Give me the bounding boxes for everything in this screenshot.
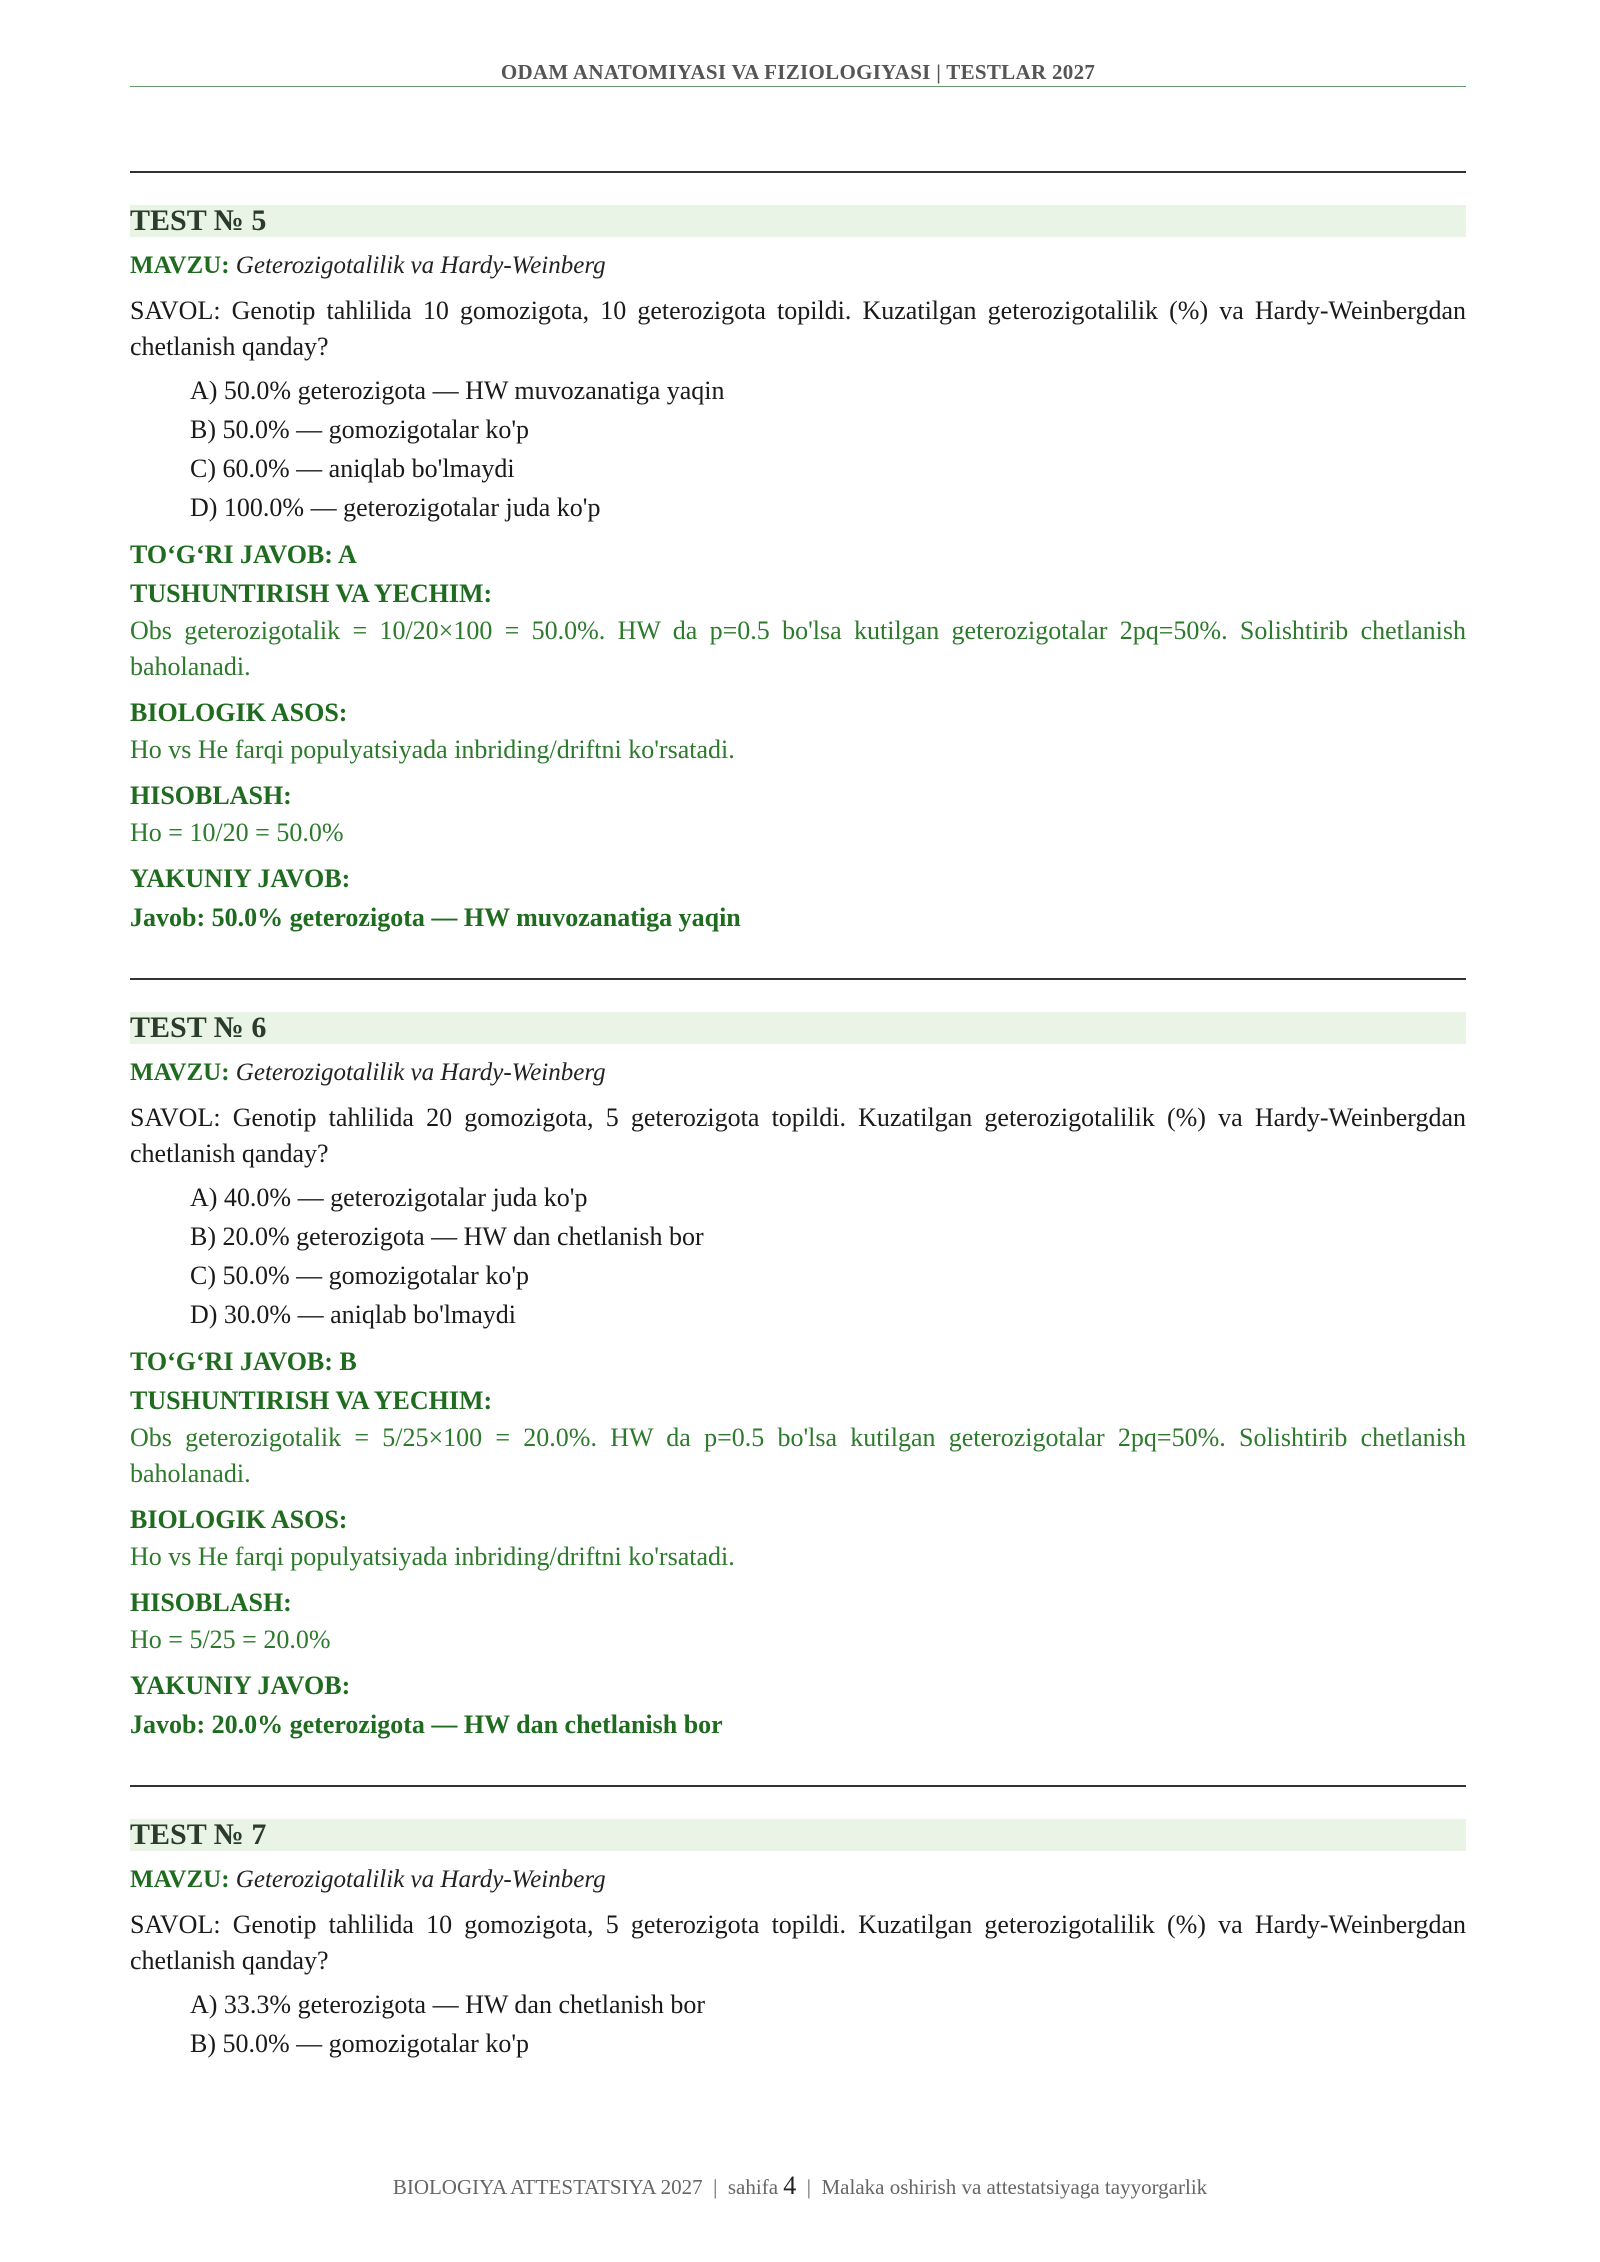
footer-left: BIOLOGIYA ATTESTATSIYA 2027 [392,2175,703,2199]
explanation-text: Obs geterozigotalik = 10/20×100 = 50.0%. HW da p=0.5 bo'lsa kutilgan geterozigotalar 2pq=50%. Solishtirib chetlanish baholanadi. [130,616,1466,681]
calculation-heading: HISOBLASH: [130,1588,292,1617]
explanation-heading: TUSHUNTIRISH VA YECHIM: [130,579,493,608]
final-heading: YAKUNIY JAVOB: [130,1671,351,1700]
test-block-6 [130,978,1466,1744]
test-title: TEST № 5 [130,205,1466,237]
test-title: TEST № 6 [130,1012,1466,1044]
options-list [190,1178,1466,1334]
topic-label: MAVZU: [130,1866,230,1893]
question-text: SAVOL: Genotip tahlilida 20 gomozigota, 5 geterozigota topildi. Kuzatilgan geterozigotalilik (%) va Hardy-Weinbergdan chetlanish qanday? [130,1103,1466,1168]
test-block-7 [130,1785,1466,2063]
basis-heading: BIOLOGIK ASOS: [130,698,348,727]
correct-answer: TO‘G‘RI JAVOB: B [130,1347,357,1376]
correct-answer: TO‘G‘RI JAVOB: A [130,540,357,569]
option-b: B) 50.0% — gomozigotalar ko'p [190,2029,530,2058]
basis-text: Ho vs He farqi populyatsiyada inbriding/driftni ko'rsatadi. [130,735,735,764]
option-c: C) 50.0% — gomozigotalar ko'p [190,1261,530,1290]
footer-page-label: sahifa [727,2175,779,2199]
topic-value: Geterozigotalilik va Hardy-Weinberg [235,252,606,279]
test-block-5 [130,171,1466,937]
test-topic [130,1058,1466,1088]
option-d: D) 100.0% — geterozigotalar juda ko'p [190,493,601,522]
test-topic [130,251,1466,281]
final-heading: YAKUNIY JAVOB: [130,864,351,893]
option-a: A) 40.0% — geterozigotalar juda ko'p [190,1183,588,1212]
options-list [190,1985,1466,2063]
option-c: C) 60.0% — aniqlab bo'lmaydi [190,454,515,483]
option-a: A) 50.0% geterozigota — HW muvozanatiga yaqin [190,376,725,405]
page-number: 4 [783,2171,797,2200]
running-header: ODAM ANATOMIYASI VA FIZIOLOGIYASI | TESTLAR 2027 [500,60,1096,84]
calculation-heading: HISOBLASH: [130,781,292,810]
tests-container [130,171,1466,2071]
option-b: B) 50.0% — gomozigotalar ko'p [190,415,530,444]
topic-label: MAVZU: [130,252,230,279]
calculation-text: Ho = 10/20 = 50.0% [130,818,344,847]
question-text: SAVOL: Genotip tahlilida 10 gomozigota, 10 geterozigota topildi. Kuzatilgan geterozigotalilik (%) va Hardy-Weinbergdan chetlanish qanday? [130,296,1466,361]
options-list [190,371,1466,527]
footer-separator: | [713,2175,718,2199]
option-a: A) 33.3% geterozigota — HW dan chetlanish bor [190,1990,706,2019]
basis-heading: BIOLOGIK ASOS: [130,1505,348,1534]
calculation-text: Ho = 5/25 = 20.0% [130,1625,331,1654]
topic-label: MAVZU: [130,1059,230,1086]
explanation-heading: TUSHUNTIRISH VA YECHIM: [130,1386,493,1415]
footer-right: Malaka oshirish va attestatsiyaga tayyorgarlik [821,2175,1208,2199]
basis-text: Ho vs He farqi populyatsiyada inbriding/driftni ko'rsatadi. [130,1542,735,1571]
topic-value: Geterozigotalilik va Hardy-Weinberg [235,1866,606,1893]
test-title: TEST № 7 [130,1819,1466,1851]
test-topic [130,1865,1466,1895]
option-b: B) 20.0% geterozigota — HW dan chetlanish bor [190,1222,704,1251]
final-answer: Javob: 50.0% geterozigota — HW muvozanatiga yaqin [130,903,741,932]
option-d: D) 30.0% — aniqlab bo'lmaydi [190,1300,517,1329]
topic-value: Geterozigotalilik va Hardy-Weinberg [235,1059,606,1086]
header-divider [130,86,1466,87]
final-answer: Javob: 20.0% geterozigota — HW dan chetlanish bor [130,1710,723,1739]
question-text: SAVOL: Genotip tahlilida 10 gomozigota, 5 geterozigota topildi. Kuzatilgan geterozigotalilik (%) va Hardy-Weinbergdan chetlanish qanday? [130,1910,1466,1975]
footer-separator: | [806,2175,811,2199]
page-footer [0,2171,1600,2201]
explanation-text: Obs geterozigotalik = 5/25×100 = 20.0%. HW da p=0.5 bo'lsa kutilgan geterozigotalar 2pq=50%. Solishtirib chetlanish baholanadi. [130,1423,1466,1488]
